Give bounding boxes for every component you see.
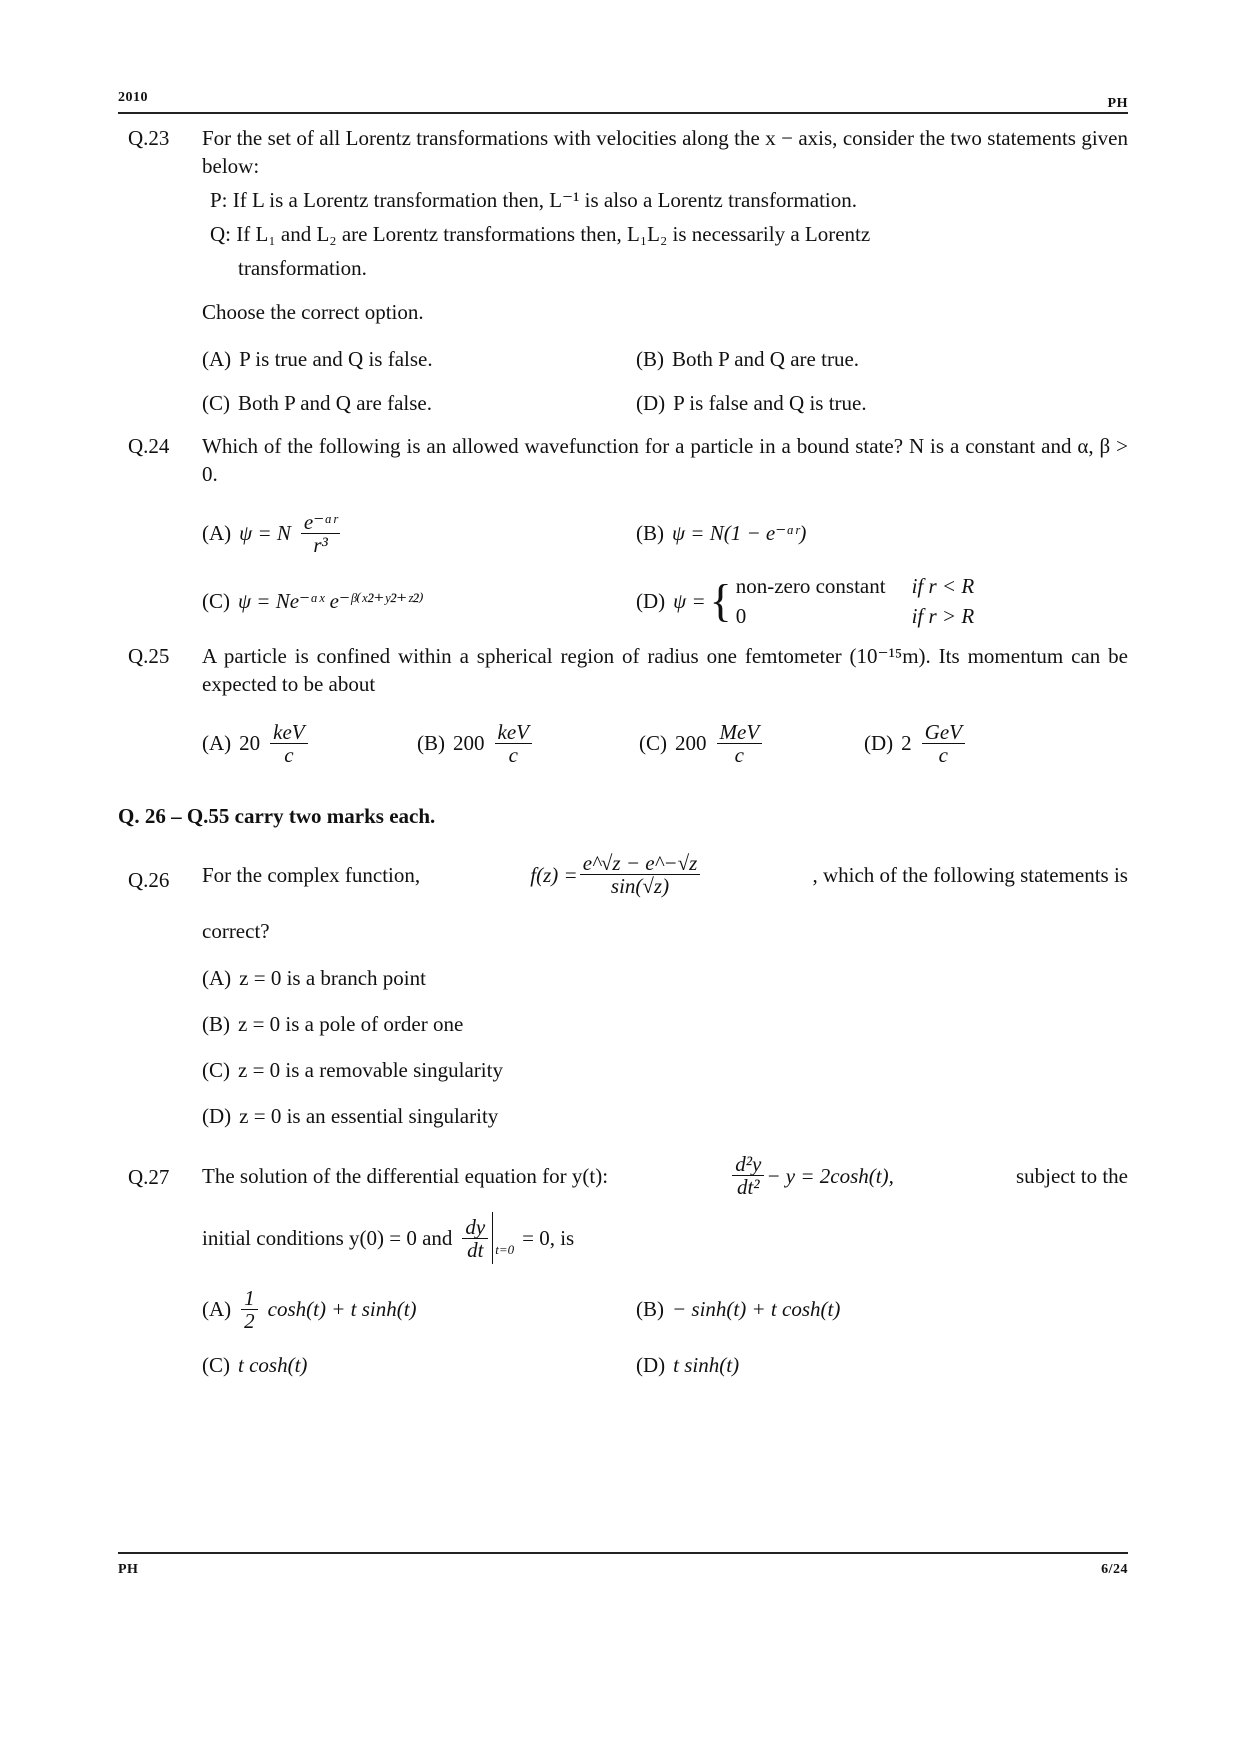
fraction [495,721,532,766]
fraction-denominator: dt² [736,1175,760,1199]
option-expression: ψ = N(1 − e⁻ᵅʳ) [672,521,807,545]
option-a[interactable] [202,714,417,772]
function-lhs: f(z) = [530,862,578,887]
header-paper-code: PH [1107,96,1128,111]
options [202,1280,1128,1382]
question-text: subject to the [1016,1163,1128,1188]
question-body [202,852,1128,1133]
option-text: Both P and Q are false. [238,391,433,415]
question-body [202,1153,1128,1382]
fraction-denominator: dt [467,1237,484,1262]
section-heading: Q. 26 – Q.55 carry two marks each. [118,804,436,828]
question-body [202,642,1128,772]
choose-instruction: Choose the correct option. [202,300,424,324]
option-label: (B) [417,731,445,755]
option-expression: ψ = Ne⁻ᵅˣ e⁻ᵝ⁽ˣ²⁺ʸ²⁺ᶻ²⁾ [238,589,424,613]
option-b[interactable] [636,504,1128,562]
fraction-denominator: c [284,742,294,767]
option-label: (B) [636,521,664,545]
question-27 [118,1153,1128,1382]
option-label: (C) [202,1353,230,1377]
fraction [717,721,763,766]
coefficient: 2 [901,731,912,755]
option-d[interactable] [636,1348,1128,1382]
option-c[interactable] [202,572,636,630]
option-a[interactable] [202,504,636,562]
initial-conditions-rest: = 0, is [522,1226,575,1250]
question-text: Which of the following is an allowed wavefunction for a particle in a bound state? N is a constant and α, β > 0. [202,434,1128,486]
options [202,714,1128,772]
question-number: Q.26 [128,868,170,892]
options [202,504,1128,630]
option-label: (C) [202,391,230,415]
fraction [462,1216,488,1261]
cases [736,572,974,630]
footer-rule [118,1552,1128,1554]
fraction-numerator: dy [462,1216,488,1239]
case-value: non-zero constant [735,574,886,598]
question-text-line [202,1153,1128,1198]
case-condition: if r < R [911,574,975,598]
coefficient: 20 [239,731,261,755]
fraction-denominator: c [734,742,744,767]
option-d[interactable] [636,386,1128,420]
fraction [922,721,965,766]
option-text: z = 0 is a removable singularity [238,1058,503,1082]
question-body [202,432,1128,630]
option-label: (A) [202,521,232,545]
fraction [732,1153,764,1198]
option-label: (A) [202,347,232,371]
question-text: , which of the following statements is [812,862,1128,887]
initial-conditions-text: initial conditions y(0) = 0 and [202,1226,453,1250]
piecewise-function [673,572,974,630]
fraction-numerator: e⁻ᵅʳ [301,511,340,534]
option-c[interactable] [639,714,864,772]
option-label: (D) [864,731,894,755]
fraction [301,511,340,556]
option-b[interactable] [417,714,639,772]
option-label: (C) [639,731,667,755]
header-year: 2010 [118,90,148,105]
coefficient: 200 [453,731,485,755]
fraction-denominator: r³ [313,532,328,557]
option-label: (A) [202,731,232,755]
question-body [202,124,1128,420]
option-expression: cosh(t) + t sinh(t) [267,1297,417,1321]
fraction-numerator: e^√z − e^−√z [580,852,701,875]
question-number: Q.25 [128,644,170,668]
option-label: (D) [636,391,666,415]
option-a[interactable] [202,1280,636,1338]
page-content [118,124,1128,1394]
option-label: (C) [202,1058,230,1082]
option-lhs: ψ = N [239,521,291,545]
fraction-numerator: keV [270,721,307,744]
option-text: z = 0 is a branch point [239,966,426,990]
fraction [241,1287,258,1332]
option-b[interactable] [636,1280,1128,1338]
derivative-evaluation [460,1212,514,1264]
question-26 [118,852,1128,1133]
option-label: (C) [202,589,230,613]
left-brace-icon: { [709,575,732,626]
options [202,342,1128,420]
evaluation-point: t=0 [495,1242,515,1257]
question-text: For the set of all Lorentz transformations with velocities along the x − axis, consider the two statements given below: [202,126,1128,178]
footer-paper-code: PH [118,1562,139,1577]
question-24 [118,432,1128,630]
option-text: P is false and Q is true. [673,391,867,415]
option-label: (B) [636,1297,664,1321]
fraction [270,721,307,766]
question-text: correct? [202,919,270,943]
option-a[interactable] [202,342,636,376]
differential-equation [730,1153,894,1198]
function-definition [530,852,702,897]
option-text: z = 0 is an essential singularity [239,1104,499,1128]
evaluation-bar [492,1212,493,1264]
option-expression: − sinh(t) + t cosh(t) [672,1297,841,1321]
option-label: (A) [202,966,232,990]
option-c[interactable] [202,386,636,420]
question-number: Q.27 [128,1165,170,1189]
option-d[interactable] [864,714,1128,772]
question-23 [118,124,1128,420]
header-rule [118,112,1128,114]
statement-p: P: If L is a Lorentz transformation then, L⁻¹ is also a Lorentz transformation. [210,188,858,212]
equation-rest: − y = 2cosh(t), [766,1163,894,1188]
fraction-numerator: d²y [732,1153,764,1176]
fraction-denominator: 2 [244,1308,255,1333]
question-text: For the complex function, [202,862,421,887]
option-label: (B) [202,1012,230,1036]
options [202,961,1128,1133]
fraction-denominator: c [938,742,948,767]
question-number: Q.23 [128,126,170,150]
option-label: (D) [636,589,666,613]
option-label: (A) [202,1297,232,1321]
option-lhs: ψ = [673,589,706,613]
question-text-line [202,852,1128,897]
option-b[interactable] [636,342,1128,376]
statement-q-continued: transformation. [238,256,367,280]
question-text: A particle is confined within a spherical region of radius one femtometer (10⁻¹⁵m). Its momentum can be expected to be about [202,644,1128,696]
fraction-denominator: c [508,742,518,767]
statement-q: Q: If L₁ and L₂ are Lorentz transformations then, L₁L₂ is necessarily a Lorentz [210,222,871,246]
fraction-numerator: keV [495,721,532,744]
case-value: 0 [735,604,747,628]
option-text: P is true and Q is false. [239,347,433,371]
question-25 [118,642,1128,772]
option-expression: t cosh(t) [238,1353,308,1377]
coefficient: 200 [675,731,707,755]
option-expression: t sinh(t) [673,1353,740,1377]
case-condition: if r > R [911,604,975,628]
option-label: (B) [636,347,664,371]
fraction-numerator: GeV [922,721,965,744]
page-number: 6/24 [1101,1562,1128,1577]
fraction-numerator: 1 [241,1287,258,1310]
option-label: (D) [636,1353,666,1377]
option-label: (D) [202,1104,232,1128]
option-d[interactable] [202,1099,1128,1133]
fraction-denominator: sin(√z) [610,874,670,898]
option-text: Both P and Q are true. [672,347,860,371]
fraction [580,852,701,897]
question-text: The solution of the differential equation for y(t): [202,1163,609,1188]
question-number: Q.24 [128,434,170,458]
option-c[interactable] [202,1348,636,1382]
option-c[interactable] [202,1053,1128,1087]
fraction-numerator: MeV [717,721,763,744]
option-d[interactable] [636,572,1128,630]
initial-conditions-line [202,1212,1128,1264]
option-b[interactable] [202,1007,1128,1041]
option-a[interactable] [202,961,1128,995]
option-text: z = 0 is a pole of order one [238,1012,464,1036]
